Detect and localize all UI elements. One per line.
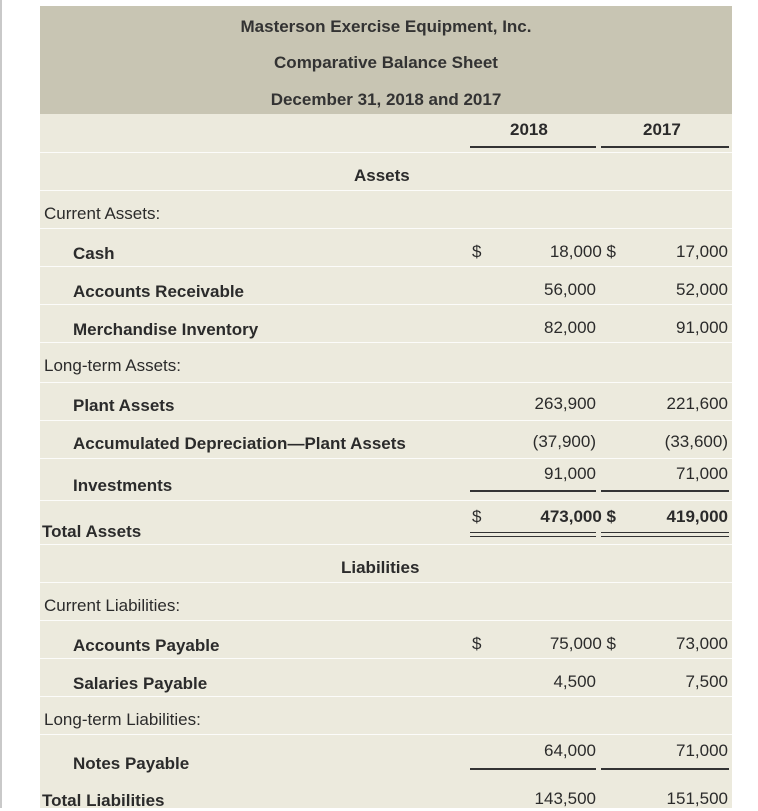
statement-title: Comparative Balance Sheet [274,53,498,72]
row-separator [40,304,732,305]
row-separator [40,544,732,545]
row-separator [40,658,732,659]
investments-2018: 91,000 [544,464,596,483]
subtotal-rule-liab-2018 [470,768,596,770]
total-assets-dollar-sign: $ [472,507,482,526]
row-separator [40,582,732,583]
accounts-payable-label: Accounts Payable [73,636,220,655]
subtotal-rule-2017 [601,490,729,492]
ar-2017: 52,000 [676,280,728,299]
double-rule-2018 [470,532,596,537]
salaries-payable-2017: 7,500 [685,672,728,691]
accounts-payable-2017: 73,000 [676,634,728,653]
row-separator [40,696,732,697]
longterm-liabilities-label: Long-term Liabilities: [44,710,201,729]
row-separator [40,734,732,735]
notes-payable-2018: 64,000 [544,741,596,760]
ar-2018: 56,000 [544,280,596,299]
cash-2017: 17,000 [676,242,728,261]
row-separator [40,382,732,383]
plant-assets-2018: 263,900 [534,394,596,413]
investments-label: Investments [73,476,173,495]
company-name: Masterson Exercise Equipment, Inc. [240,17,532,36]
notes-payable-label: Notes Payable [73,754,190,773]
assets-heading: Assets [354,166,410,185]
plant-assets-label: Plant Assets [73,396,175,415]
row-separator [40,266,732,267]
inventory-label: Merchandise Inventory [73,320,259,339]
inventory-2018: 82,000 [544,318,596,337]
left-border [0,0,2,808]
column-header-2018: 2018 [510,120,548,139]
column-header-2017: 2017 [643,120,681,139]
notes-payable-2017: 71,000 [676,741,728,760]
plant-assets-2017: 221,600 [666,394,728,413]
salaries-payable-label: Salaries Payable [73,674,208,693]
investments-2017: 71,000 [676,464,728,483]
total-assets-2018: 473,000 $ [540,507,616,526]
double-rule-2017 [601,532,729,537]
subtotal-rule-2018 [470,490,596,492]
total-liabilities-2018: 143,500 [534,789,596,808]
total-assets-2017: 419,000 [666,507,728,526]
salaries-payable-2018: 4,500 [553,672,596,691]
total-liabilities-2017: 151,500 [666,789,728,808]
row-separator [40,190,732,191]
row-separator [40,458,732,459]
row-separator [40,420,732,421]
statement-period: December 31, 2018 and 2017 [270,90,502,109]
column-header-underline-2017 [601,146,729,148]
accum-depreciation-2017: (33,600) [664,432,728,451]
inventory-2017: 91,000 [676,318,728,337]
cash-2018: 18,000 $ [549,242,616,261]
cash-label: Cash [73,244,115,263]
accounts-payable-dollar-sign: $ [472,634,482,653]
ar-label: Accounts Receivable [73,282,245,301]
accum-depreciation-label: Accumulated Depreciation—Plant Assets [73,434,406,453]
row-separator [40,500,732,501]
cash-dollar-sign: $ [472,242,482,261]
total-liabilities-label: Total Liabilities [42,791,165,810]
accum-depreciation-2018: (37,900) [532,432,596,451]
subtotal-rule-liab-2017 [601,768,729,770]
row-separator [40,620,732,621]
row-separator [40,228,732,229]
longterm-assets-label: Long-term Assets: [44,356,182,375]
statement-header [40,6,732,114]
column-header-underline-2018 [470,146,596,148]
total-assets-label: Total Assets [42,522,142,541]
current-assets-label: Current Assets: [44,204,161,223]
accounts-payable-2018: 75,000 $ [549,634,616,653]
row-separator [40,152,732,153]
liabilities-heading: Liabilities [341,558,420,577]
current-liabilities-label: Current Liabilities: [44,596,181,615]
row-separator [40,342,732,343]
